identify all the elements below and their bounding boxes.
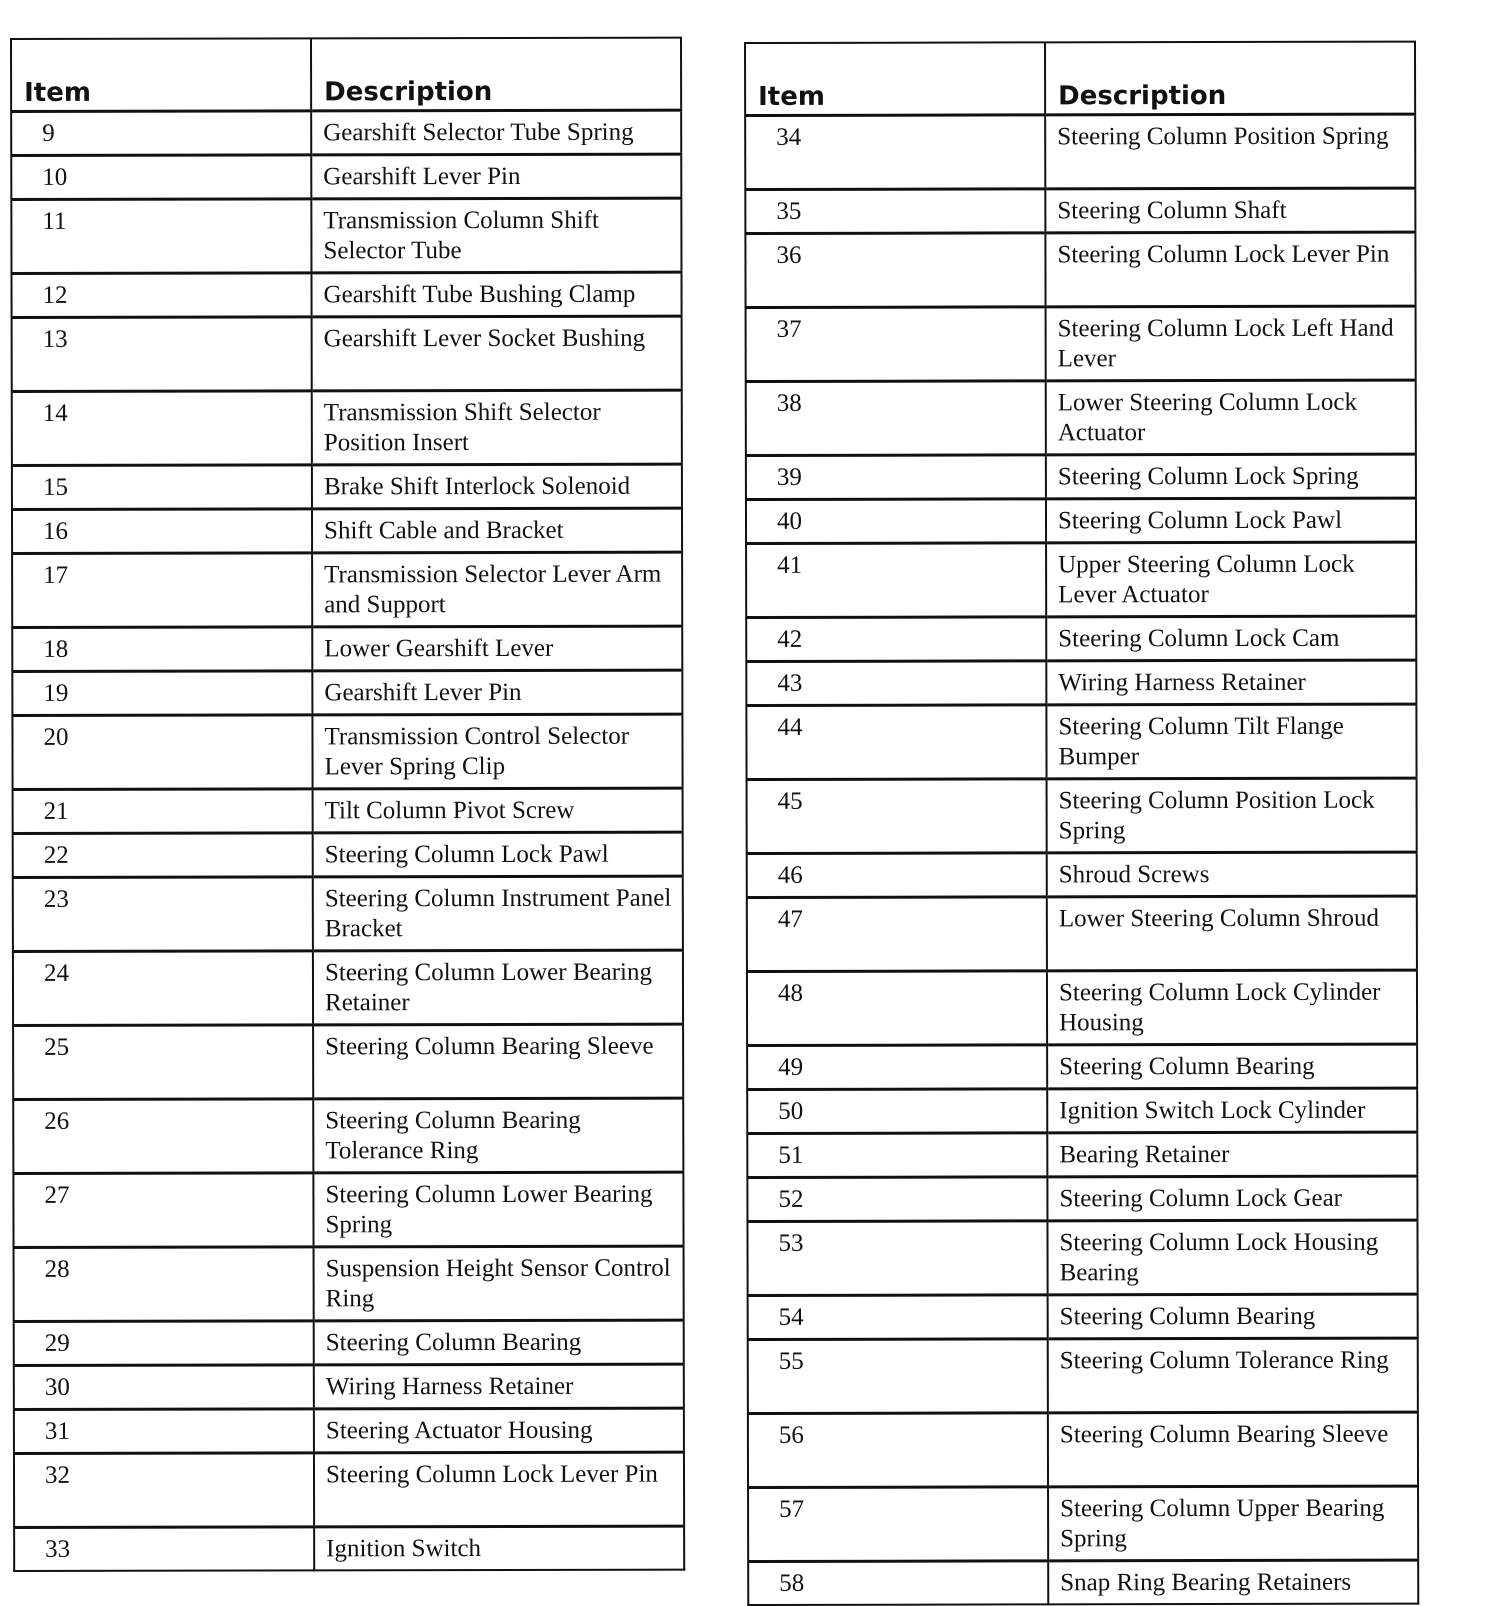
table-row [746, 306, 1416, 381]
table-row [13, 832, 683, 877]
item-description: Steering Actuator Housing [314, 1408, 684, 1453]
item-description: Gearshift Tube Bushing Clamp [311, 272, 681, 317]
item-description: Gearshift Lever Pin [312, 670, 682, 715]
item-number: 50 [747, 1089, 1047, 1134]
item-description: Steering Column Upper Bearing Spring [1048, 1486, 1418, 1561]
item-number: 13 [12, 317, 312, 392]
item-description: Steering Column Position Lock Spring [1047, 778, 1417, 853]
table-row [12, 508, 682, 553]
item-description: Gearshift Selector Tube Spring [311, 110, 681, 155]
item-description: Steering Column Lock Spring [1046, 454, 1416, 499]
table-row [12, 464, 682, 509]
item-description: Bearing Retainer [1047, 1132, 1417, 1177]
table-row [748, 1412, 1418, 1487]
item-number: 47 [747, 897, 1047, 972]
table-row [12, 626, 682, 671]
item-number: 16 [12, 509, 312, 554]
parts-table-right [744, 41, 1419, 1606]
table-row [745, 188, 1415, 233]
table-row [13, 876, 683, 951]
item-number: 51 [747, 1133, 1047, 1178]
item-column-header: Item [11, 38, 311, 111]
item-description: Transmission Shift Selector Position Insert [312, 390, 682, 465]
item-description: Transmission Selector Lever Arm and Support [312, 552, 682, 627]
item-description: Transmission Column Shift Selector Tube [311, 198, 681, 273]
item-description: Steering Column Lock Pawl [1046, 498, 1416, 543]
table-row [13, 788, 683, 833]
table-row [12, 552, 682, 627]
item-number: 55 [748, 1339, 1048, 1414]
item-description: Steering Column Bearing Sleeve [313, 1024, 683, 1099]
table-row [14, 1246, 684, 1321]
item-number: 34 [745, 115, 1045, 190]
item-number: 26 [13, 1099, 313, 1174]
item-description: Wiring Harness Retainer [314, 1364, 684, 1409]
item-number: 19 [12, 671, 312, 716]
item-description: Transmission Control Selector Lever Spring Clip [312, 714, 682, 789]
table-row [746, 660, 1416, 705]
item-description: Tilt Column Pivot Screw [313, 788, 683, 833]
item-number: 23 [13, 877, 313, 952]
table-row [11, 154, 681, 199]
item-description: Steering Column Lock Lever Pin [1045, 232, 1415, 307]
item-number: 28 [14, 1247, 314, 1322]
item-number: 44 [746, 705, 1046, 780]
item-description: Lower Steering Column Lock Actuator [1046, 380, 1416, 455]
item-number: 21 [13, 789, 313, 834]
item-description: Steering Column Lock Left Hand Lever [1046, 306, 1416, 381]
item-description: Snap Ring Bearing Retainers [1048, 1560, 1418, 1604]
item-description: Steering Column Shaft [1045, 188, 1415, 233]
item-number: 56 [748, 1413, 1048, 1488]
table-row [14, 1364, 684, 1409]
item-number: 15 [12, 465, 312, 510]
item-number: 41 [746, 543, 1046, 618]
table-row [13, 950, 683, 1025]
item-number: 32 [14, 1453, 314, 1528]
item-number: 24 [13, 951, 313, 1026]
item-number: 53 [747, 1221, 1047, 1296]
item-number: 54 [748, 1295, 1048, 1340]
item-number: 46 [747, 853, 1047, 898]
item-description: Gearshift Lever Socket Bushing [312, 316, 682, 391]
item-description: Steering Column Bearing Sleeve [1048, 1412, 1418, 1487]
item-description: Suspension Height Sensor Control Ring [314, 1246, 684, 1321]
item-description: Ignition Switch [314, 1526, 684, 1570]
item-description: Ignition Switch Lock Cylinder [1047, 1088, 1417, 1133]
item-description: Steering Column Lock Cam [1046, 616, 1416, 661]
item-number: 37 [746, 307, 1046, 382]
item-description: Steering Column Bearing Tolerance Ring [313, 1098, 683, 1173]
item-description: Steering Column Position Spring [1045, 114, 1415, 189]
table-row [14, 1320, 684, 1365]
table-row [14, 1408, 684, 1453]
table-row [748, 1486, 1418, 1561]
table-row [746, 704, 1416, 779]
table-row [12, 316, 682, 391]
table-row [747, 896, 1417, 971]
item-description: Brake Shift Interlock Solenoid [312, 464, 682, 509]
item-description: Steering Column Instrument Panel Bracket [313, 876, 683, 951]
table-row [12, 390, 682, 465]
item-number: 20 [12, 715, 312, 790]
table-row [12, 714, 682, 789]
item-number: 12 [11, 273, 311, 318]
table-row [748, 1338, 1418, 1413]
item-description: Steering Column Lock Housing Bearing [1047, 1220, 1417, 1295]
table-row [745, 232, 1415, 307]
item-description: Steering Column Lock Cylinder Housing [1047, 970, 1417, 1045]
item-number: 14 [12, 391, 312, 466]
table-row [746, 498, 1416, 543]
table-row [748, 1560, 1418, 1605]
item-number: 11 [11, 199, 311, 274]
item-number: 29 [14, 1321, 314, 1366]
table-row [747, 1132, 1417, 1177]
item-number: 22 [13, 833, 313, 878]
item-number: 38 [746, 381, 1046, 456]
item-description: Steering Column Lock Lever Pin [314, 1452, 684, 1527]
item-number: 35 [745, 189, 1045, 234]
item-description: Lower Steering Column Shroud [1047, 896, 1417, 971]
description-column-header: Description [1045, 42, 1415, 115]
item-description: Lower Gearshift Lever [312, 626, 682, 671]
item-column-header: Item [745, 42, 1045, 115]
item-number: 42 [746, 617, 1046, 662]
table-row [12, 670, 682, 715]
table-row [11, 110, 681, 155]
item-number: 45 [747, 779, 1047, 854]
item-number: 58 [748, 1561, 1048, 1605]
table-row [14, 1452, 684, 1527]
table-row [747, 1220, 1417, 1295]
item-number: 25 [13, 1025, 313, 1100]
table-row [745, 114, 1415, 189]
table-row [747, 1044, 1417, 1089]
item-description: Steering Column Tilt Flange Bumper [1046, 704, 1416, 779]
table-row [13, 1172, 683, 1247]
item-number: 27 [13, 1173, 313, 1248]
item-number: 40 [746, 499, 1046, 544]
table-row [13, 1098, 683, 1173]
item-number: 9 [11, 111, 311, 156]
item-description: Steering Column Bearing [314, 1320, 684, 1365]
table-row [747, 1176, 1417, 1221]
item-description: Steering Column Bearing [1048, 1294, 1418, 1339]
table-row [746, 542, 1416, 617]
item-number: 39 [746, 455, 1046, 500]
item-description: Steering Column Lock Pawl [313, 832, 683, 877]
table-row [11, 272, 681, 317]
item-number: 36 [745, 233, 1045, 308]
item-number: 18 [12, 627, 312, 672]
table-row [11, 198, 681, 273]
header-row [745, 42, 1415, 116]
table-row [14, 1526, 684, 1571]
item-description: Steering Column Lower Bearing Retainer [313, 950, 683, 1025]
item-number: 31 [14, 1409, 314, 1454]
item-number: 52 [747, 1177, 1047, 1222]
item-description: Steering Column Lock Gear [1047, 1176, 1417, 1221]
item-number: 48 [747, 971, 1047, 1046]
table-row [747, 852, 1417, 897]
table-row [747, 778, 1417, 853]
header-row [11, 38, 681, 112]
item-number: 33 [14, 1527, 314, 1571]
item-number: 57 [748, 1487, 1048, 1562]
description-column-header: Description [311, 38, 681, 111]
item-description: Steering Column Tolerance Ring [1048, 1338, 1418, 1413]
item-number: 43 [746, 661, 1046, 706]
item-description: Steering Column Lower Bearing Spring [313, 1172, 683, 1247]
item-description: Shift Cable and Bracket [312, 508, 682, 553]
item-number: 30 [14, 1365, 314, 1410]
parts-table-left [10, 37, 685, 1572]
item-description: Gearshift Lever Pin [311, 154, 681, 199]
table-row [747, 970, 1417, 1045]
table-row [746, 454, 1416, 499]
item-number: 17 [12, 553, 312, 628]
item-description: Wiring Harness Retainer [1046, 660, 1416, 705]
table-row [13, 1024, 683, 1099]
table-row [747, 1088, 1417, 1133]
item-description: Shroud Screws [1047, 852, 1417, 897]
item-description: Steering Column Bearing [1047, 1044, 1417, 1089]
item-number: 10 [11, 155, 311, 200]
item-number: 49 [747, 1045, 1047, 1090]
table-row [748, 1294, 1418, 1339]
item-description: Upper Steering Column Lock Lever Actuator [1046, 542, 1416, 617]
table-row [746, 380, 1416, 455]
table-row [746, 616, 1416, 661]
